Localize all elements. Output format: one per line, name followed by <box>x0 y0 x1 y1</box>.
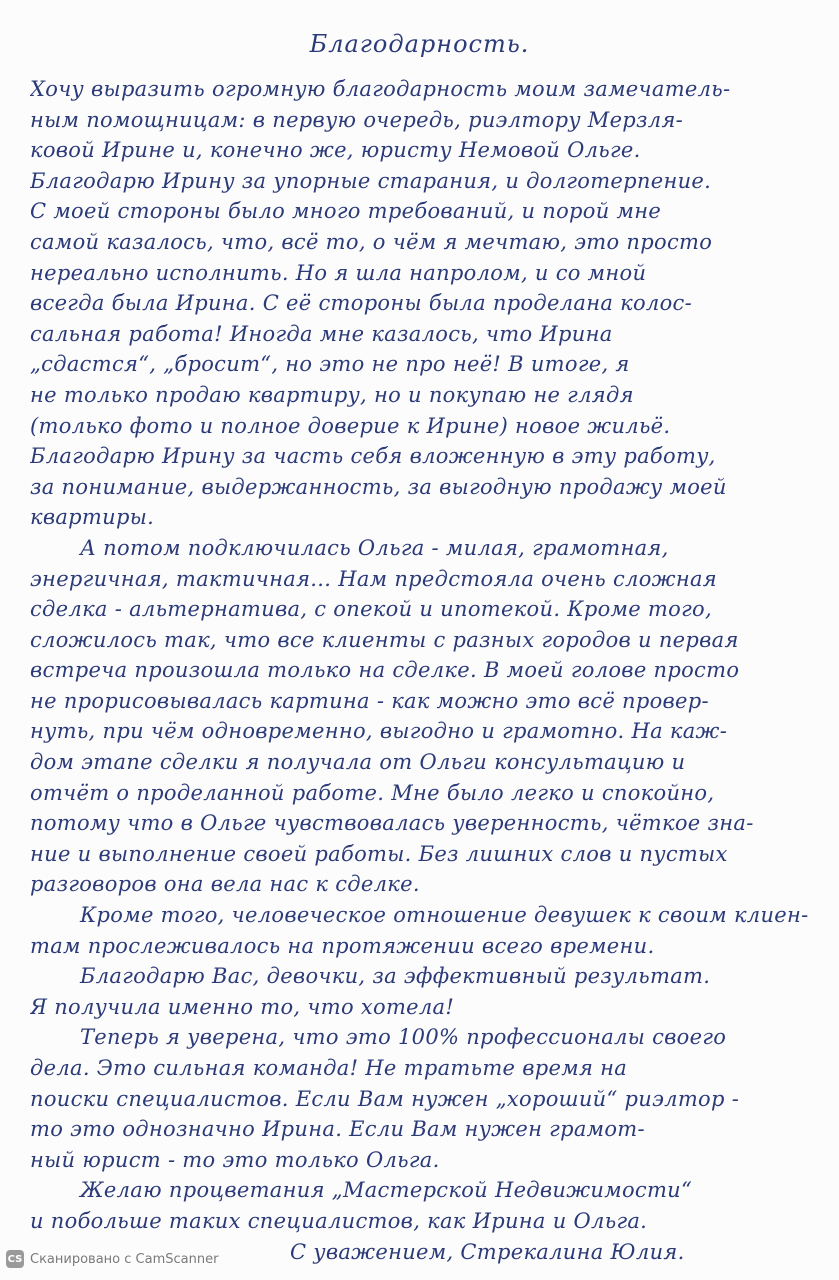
letter-line: дом этапе сделки я получала от Ольги консультацию и <box>30 750 686 775</box>
letter-line: квартиры. <box>30 505 155 530</box>
letter-line: сделка - альтернатива, с опекой и ипотекой. Кроме того, <box>30 597 712 622</box>
letter-line: Желаю процветания „Мастерской Недвижимости“ <box>80 1178 693 1203</box>
letter-line: Благодарю Ирину за часть себя вложенную в эту работу, <box>30 444 716 469</box>
letter-line: самой казалось, что, всё то, о чём я мечтаю, это просто <box>30 229 713 254</box>
letter-line: Хочу выразить огромную благодарность моим замечатель- <box>30 77 731 101</box>
letter-line: то это однозначно Ирина. Если Вам нужен грамот- <box>30 1117 645 1142</box>
letter-line: С моей стороны было много требований, и порой мне <box>30 199 662 224</box>
letter-line: ние и выполнение своей работы. Без лишних слов и пустых <box>30 841 728 866</box>
letter-line: Кроме того, человеческое отношение девушек к своим клиен- <box>80 903 809 928</box>
letter-line: сальная работа! Иногда мне казалось, что Ирина <box>30 321 613 346</box>
letter-line: поиски специалистов. Если Вам нужен „хороший“ риэлтор - <box>30 1086 740 1111</box>
letter-line: А потом подключилась Ольга - милая, грамотная, <box>80 535 669 560</box>
letter-line: сложилось так, что все клиенты с разных городов и первая <box>30 627 739 652</box>
letter-line: Благодарю Вас, девочки, за эффективный результат. <box>80 964 711 989</box>
letter-body <box>30 74 820 1267</box>
letter-line: нереально исполнить. Но я шла напролом, и со мной <box>30 260 647 285</box>
camscanner-footer <box>0 1244 300 1274</box>
letter-line: не прорисовывалась картина - как можно это всё провер- <box>30 688 709 713</box>
letter-line: ковой Ирине и, конечно же, юристу Немовой Ольге. <box>30 138 641 163</box>
camscanner-logo-icon: CS <box>6 1250 24 1268</box>
letter-line: энергичная, тактичная... Нам предстояла очень сложная <box>30 566 717 591</box>
letter-line: там прослеживалось на протяжении всего времени. <box>30 933 655 958</box>
letter-line: разговоров она вела нас к сделке. <box>30 872 420 897</box>
letter-line: за понимание, выдержанность, за выгодную продажу моей <box>30 474 727 499</box>
letter-line: и побольше таких специалистов, как Ирина и Ольга. <box>30 1208 648 1233</box>
letter-line: ный юрист - то это только Ольга. <box>30 1147 440 1172</box>
letter-line: отчёт о проделанной работе. Мне было легко и спокойно, <box>30 780 715 805</box>
camscanner-label: Сканировано с CamScanner <box>30 1251 219 1267</box>
letter-line: Я получила именно то, что хотела! <box>30 994 455 1019</box>
letter-line: встреча произошла только на сделке. В моей голове просто <box>30 658 740 683</box>
letter-line: всегда была Ирина. С её стороны была проделана колос- <box>30 291 692 316</box>
letter-line: Благодарю Ирину за упорные старания, и долготерпение. <box>30 168 712 193</box>
signature-line: С уважением, Стрекалина Юлия. <box>290 1239 685 1264</box>
letter-line: не только продаю квартиру, но и покупаю не глядя <box>30 382 634 407</box>
letter-line: „сдастся“, „бросит“, но это не про неё! В итоге, я <box>30 352 630 377</box>
letter-line: потому что в Ольге чувствовалась уверенность, чёткое зна- <box>30 811 754 836</box>
letter-line: нуть, при чём одновременно, выгодно и грамотно. На каж- <box>30 719 728 744</box>
letter-line: Теперь я уверена, что это 100% профессионалы своего <box>80 1025 727 1050</box>
letter-line: ным помощницам: в первую очередь, риэлтору Мерзля- <box>30 107 684 132</box>
letter-title: Благодарность. <box>309 30 530 58</box>
letter-line: (только фото и полное доверие к Ирине) новое жильё. <box>30 413 671 438</box>
letter-line: дела. Это сильная команда! Не тратьте время на <box>30 1056 628 1080</box>
